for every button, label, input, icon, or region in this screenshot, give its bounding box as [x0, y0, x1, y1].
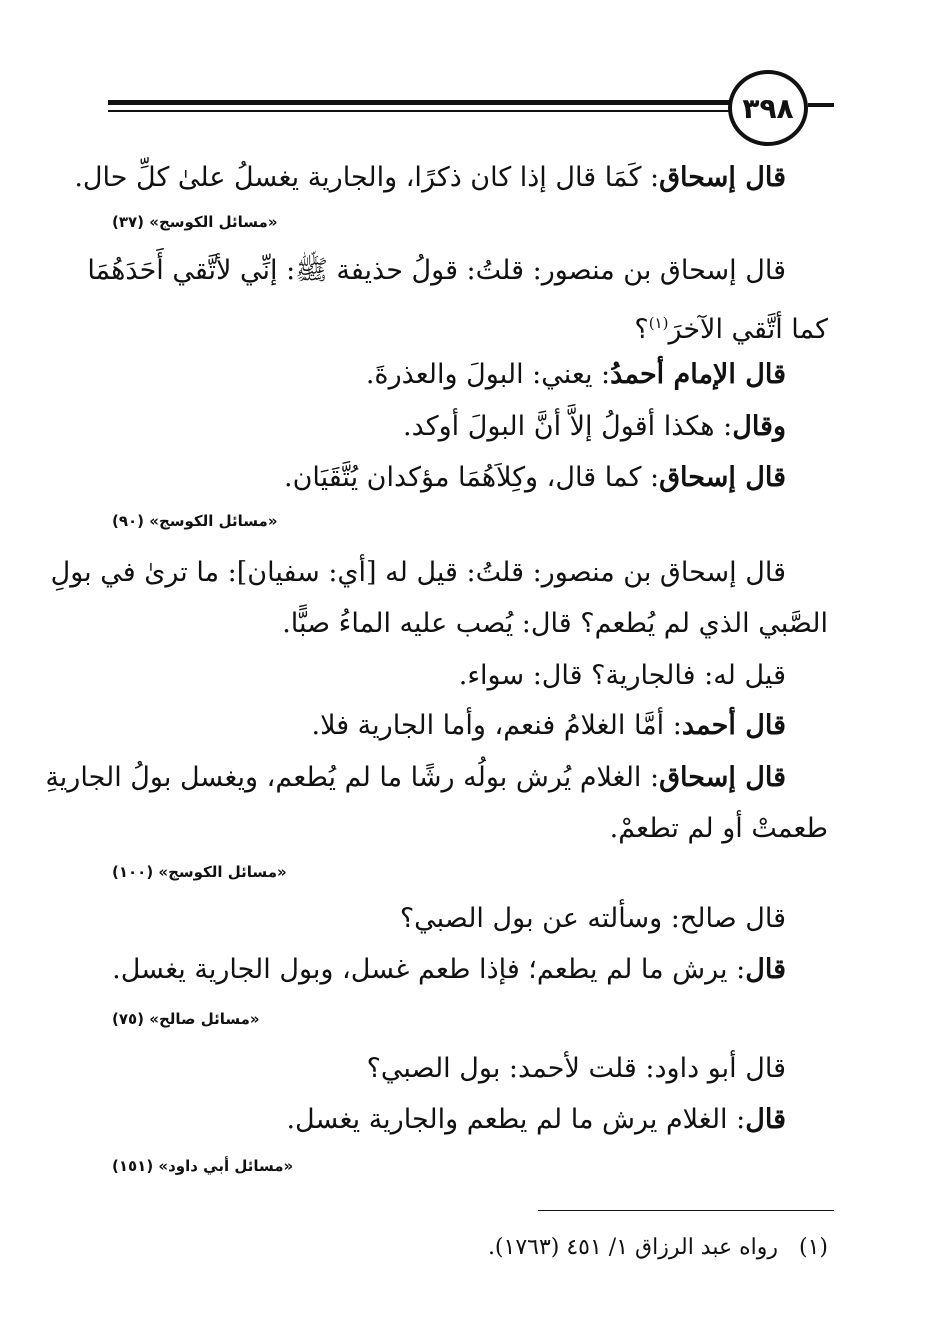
text-line	[45, 758, 786, 798]
footnote	[488, 1232, 828, 1264]
footnote-separator	[538, 1210, 834, 1211]
text-line: قال صالح: وسألته عن بول الصبي؟	[399, 903, 786, 934]
text-line	[284, 458, 786, 498]
speaker-label: قال الإمام أحمدُ	[610, 359, 786, 390]
page-number: ٣٩٨	[728, 70, 808, 146]
text-line	[74, 158, 786, 198]
header-rule-thin	[108, 110, 730, 112]
speaker-label: قال إسحاق	[659, 762, 786, 793]
source-citation: «مسائل الكوسج» (١٠٠)	[112, 863, 287, 881]
footnote-text: رواه عبد الرزاق ١/ ٤٥١ (١٧٦٣).	[487, 1235, 778, 1260]
line-text: : الغلام يرش ما لم يطعم والجارية يغسل.	[286, 1104, 746, 1135]
line-text: كما أتَّقي الآخرَ	[668, 314, 828, 345]
line-text: : الغلام يُرش بولُه رشًا ما لم يُطعم، ويغسل بولُ الجاريةِ	[45, 762, 660, 793]
text-line	[312, 706, 787, 746]
text-line: قال إسحاق بن منصور: قلتُ: قيل له [أي: سفيان]: ما ترىٰ في بولِ	[50, 557, 786, 588]
source-citation: «مسائل صالح» (٧٥)	[112, 1010, 260, 1028]
text-line: قال أبو داود: قلت لأحمد: بول الصبي؟	[366, 1053, 786, 1084]
text-line	[366, 355, 786, 395]
line-text: : هكذا أقولُ إلاَّ أنَّ البولَ أوكد.	[402, 411, 733, 442]
speaker-label: قال	[745, 954, 786, 985]
text-line: الصَّبي الذي لم يُطعم؟ قال: يُصب عليه الماءُ صبًّا.	[282, 608, 828, 639]
text-line: طعمتْ أو لم تطعمْ.	[609, 813, 828, 844]
text-line: قيل له: فالجارية؟ قال: سواء.	[458, 660, 786, 691]
header-rule-right	[808, 103, 834, 107]
speaker-label: قال	[745, 1104, 786, 1135]
source-citation: «مسائل الكوسج» (٩٠)	[112, 512, 278, 530]
speaker-label: وقال	[732, 411, 786, 442]
line-text: : يرش ما لم يطعم؛ فإذا طعم غسل، وبول الجارية يغسل.	[112, 954, 746, 985]
speaker-label: قال إسحاق	[659, 162, 786, 193]
speaker-label: قال إسحاق	[659, 462, 786, 493]
source-citation: «مسائل الكوسج» (٣٧)	[112, 213, 278, 231]
line-text: : كَمَا قال إذا كان ذكرًا، والجارية يغسلُ علىٰ كلِّ حال.	[74, 162, 660, 193]
line-text: ؟	[634, 314, 649, 345]
text-line	[286, 1100, 786, 1140]
text-line	[112, 950, 786, 990]
speaker-label: قال أحمد	[681, 710, 786, 741]
source-citation: «مسائل أبي داود» (١٥١)	[112, 1157, 294, 1175]
header-rule-thick	[108, 100, 730, 105]
text-line: قال إسحاق بن منصور: قلتُ: قولُ حذيفة ﷺ: إنِّي لأتَّقي أَحَدَهُمَا	[87, 255, 786, 286]
footnote-ref: (١)	[648, 314, 669, 332]
line-text: : كما قال، وكِلاَهُمَا مؤكدان يُتَّقَيَان.	[283, 462, 660, 493]
text-line	[634, 303, 828, 350]
footnote-number: (١)	[798, 1235, 828, 1260]
line-text: : أمَّا الغلامُ فنعم، وأما الجارية فلا.	[311, 710, 682, 741]
line-text: : يعني: البولَ والعذرةَ.	[365, 359, 611, 390]
text-line	[403, 407, 786, 447]
